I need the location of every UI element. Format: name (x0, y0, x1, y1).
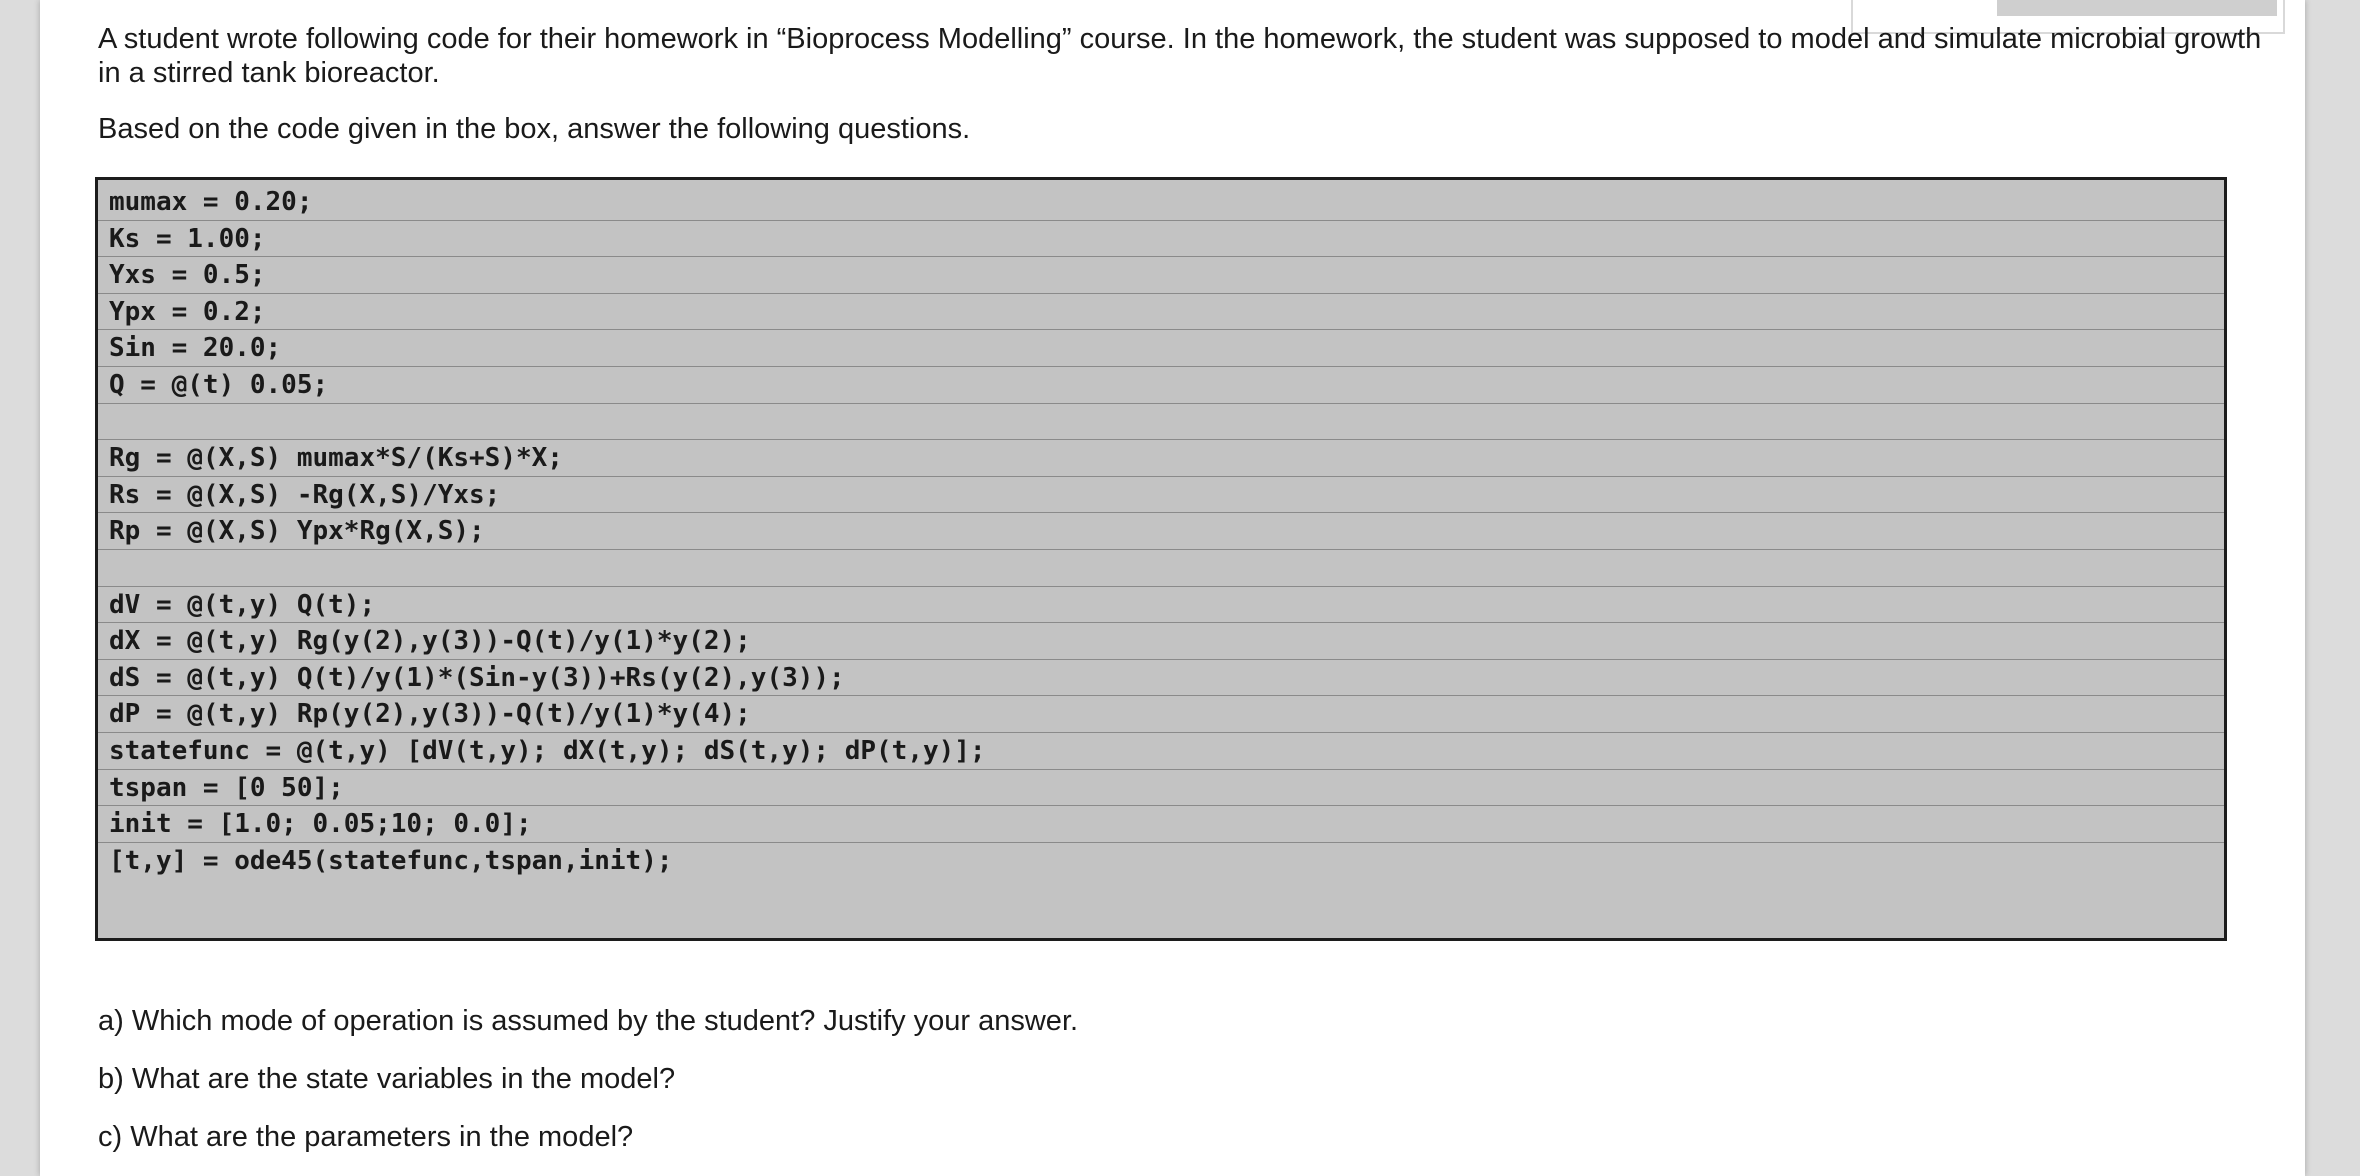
code-line-q: Q = @(t) 0.05; (109, 367, 2224, 404)
code-line-ypx: Ypx = 0.2; (109, 294, 2224, 331)
code-line-blank (109, 550, 2224, 587)
question-b: b) What are the state variables in the model? (98, 1063, 676, 1095)
document-page (40, 0, 2305, 1176)
code-line-init: init = [1.0; 0.05;10; 0.0]; (109, 806, 2224, 843)
question-a: a) Which mode of operation is assumed by the student? Justify your answer. (98, 1005, 1079, 1037)
code-line-ds: dS = @(t,y) Q(t)/y(1)*(Sin-y(3))+Rs(y(2),y(3)); (109, 660, 2224, 697)
code-line-ks: Ks = 1.00; (109, 221, 2224, 258)
code-line-blank (109, 404, 2224, 441)
code-line-sin: Sin = 20.0; (109, 330, 2224, 367)
code-line-rs: Rs = @(X,S) -Rg(X,S)/Yxs; (109, 477, 2224, 514)
code-line-statefunc: statefunc = @(t,y) [dV(t,y); dX(t,y); dS(t,y); dP(t,y)]; (109, 733, 2224, 770)
code-line-tspan: tspan = [0 50]; (109, 770, 2224, 807)
code-line-mumax: mumax = 0.20; (109, 184, 2224, 221)
code-line-dx: dX = @(t,y) Rg(y(2),y(3))-Q(t)/y(1)*y(2); (109, 623, 2224, 660)
code-line-dp: dP = @(t,y) Rp(y(2),y(3))-Q(t)/y(1)*y(4); (109, 696, 2224, 733)
code-line-rp: Rp = @(X,S) Ypx*Rg(X,S); (109, 513, 2224, 550)
corner-box-fill (1997, 0, 2277, 16)
question-c: c) What are the parameters in the model? (98, 1121, 634, 1153)
code-line-ode45: [t,y] = ode45(statefunc,tspan,init); (109, 845, 673, 876)
instruction-text: Based on the code given in the box, answer the following questions. (98, 113, 971, 145)
intro-paragraph: A student wrote following code for their homework in “Bioprocess Modelling” course. In the homework, the student was supposed to model and simulate microbial growth in a stirred tank bioreactor. (98, 23, 2262, 89)
code-box (95, 177, 2227, 941)
code-line-dv: dV = @(t,y) Q(t); (109, 587, 2224, 624)
code-line-yxs: Yxs = 0.5; (109, 257, 2224, 294)
code-line-rg: Rg = @(X,S) mumax*S/(Ks+S)*X; (109, 440, 2224, 477)
